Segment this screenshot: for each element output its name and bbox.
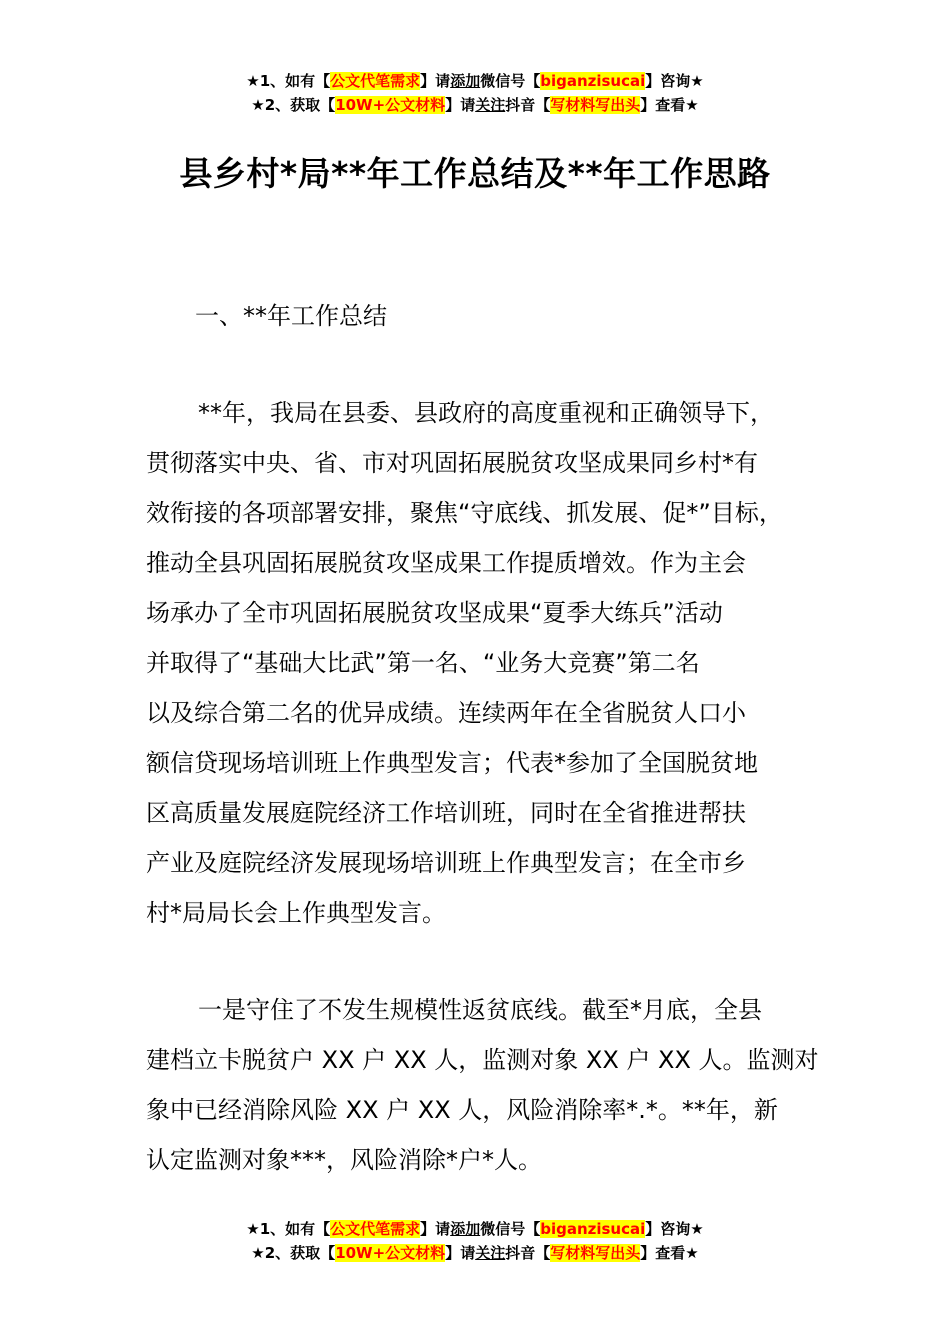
banner-highlight: biganzisucai bbox=[540, 1220, 646, 1238]
bottom-banner bbox=[0, 1217, 950, 1265]
banner-text: ★1、如有【 bbox=[246, 72, 331, 90]
banner-highlight: 写材料写出头 bbox=[550, 1244, 641, 1262]
banner-text: 】请 bbox=[445, 1244, 476, 1262]
banner-highlight: 公文代笔需求 bbox=[330, 72, 421, 90]
banner-highlight: biganzisucai bbox=[540, 72, 646, 90]
banner-highlight: 公文代笔需求 bbox=[330, 1220, 421, 1238]
banner-emphasis: 添加 bbox=[450, 1220, 481, 1238]
paragraph-line: 并取得了“基础大比武”第一名、“业务大竞赛”第二名 bbox=[146, 649, 700, 677]
banner-line-1 bbox=[0, 69, 950, 93]
banner-highlight: 10W+公文材料 bbox=[335, 1244, 446, 1262]
section-heading: 一、**年工作总结 bbox=[195, 302, 387, 330]
banner-line-1 bbox=[0, 1217, 950, 1241]
banner-emphasis: 添加 bbox=[450, 72, 481, 90]
paragraph-line: 象中已经消除风险 XX 户 XX 人，风险消除率*.*。**年，新 bbox=[146, 1096, 778, 1124]
paragraph-line: 建档立卡脱贫户 XX 户 XX 人，监测对象 XX 户 XX 人。监测对 bbox=[146, 1046, 819, 1074]
banner-emphasis: 关注 bbox=[475, 96, 506, 114]
banner-text: 微信号【 bbox=[480, 72, 541, 90]
paragraph-line: 推动全县巩固拓展脱贫攻坚成果工作提质增效。作为主会 bbox=[146, 549, 746, 577]
banner-text: 微信号【 bbox=[480, 1220, 541, 1238]
banner-text: 】请 bbox=[420, 72, 451, 90]
banner-text: ★2、获取【 bbox=[251, 1244, 336, 1262]
paragraph-line: 贯彻落实中央、省、市对巩固拓展脱贫攻坚成果同乡村*有 bbox=[146, 449, 758, 477]
banner-text: 】请 bbox=[445, 96, 476, 114]
banner-text: ★1、如有【 bbox=[246, 1220, 331, 1238]
banner-text: 】查看★ bbox=[640, 96, 699, 114]
banner-text: 】咨询★ bbox=[645, 72, 704, 90]
paragraph-line: 认定监测对象***，风险消除*户*人。 bbox=[146, 1146, 542, 1174]
paragraph-line: 效衔接的各项部署安排，聚焦“守底线、抓发展、促*”目标， bbox=[146, 499, 783, 527]
paragraph-poverty-baseline bbox=[146, 985, 836, 1185]
paragraph-line: **年，我局在县委、县政府的高度重视和正确领导下， bbox=[198, 399, 774, 427]
document-title: 县乡村*局**年工作总结及**年工作思路 bbox=[179, 154, 771, 193]
banner-line-2 bbox=[0, 93, 950, 117]
paragraph-line: 产业及庭院经济发展现场培训班上作典型发言；在全市乡 bbox=[146, 849, 746, 877]
banner-text: 抖音【 bbox=[505, 1244, 551, 1262]
banner-text: ★2、获取【 bbox=[251, 96, 336, 114]
paragraph-line: 额信贷现场培训班上作典型发言；代表*参加了全国脱贫地 bbox=[146, 749, 758, 777]
paragraph-summary bbox=[146, 388, 836, 938]
top-banner bbox=[0, 69, 950, 117]
banner-line-2 bbox=[0, 1241, 950, 1265]
banner-text: 抖音【 bbox=[505, 96, 551, 114]
paragraph-line: 以及综合第二名的优异成绩。连续两年在全省脱贫人口小 bbox=[146, 699, 746, 727]
paragraph-line: 村*局局长会上作典型发言。 bbox=[146, 899, 446, 927]
banner-emphasis: 关注 bbox=[475, 1244, 506, 1262]
paragraph-line: 区高质量发展庭院经济工作培训班，同时在全省推进帮扶 bbox=[146, 799, 746, 827]
banner-highlight: 10W+公文材料 bbox=[335, 96, 446, 114]
banner-text: 】请 bbox=[420, 1220, 451, 1238]
banner-highlight: 写材料写出头 bbox=[550, 96, 641, 114]
banner-text: 】查看★ bbox=[640, 1244, 699, 1262]
banner-text: 】咨询★ bbox=[645, 1220, 704, 1238]
paragraph-line: 一是守住了不发生规模性返贫底线。截至*月底，全县 bbox=[198, 996, 762, 1024]
paragraph-line: 场承办了全市巩固拓展脱贫攻坚成果“夏季大练兵”活动 bbox=[146, 599, 723, 627]
